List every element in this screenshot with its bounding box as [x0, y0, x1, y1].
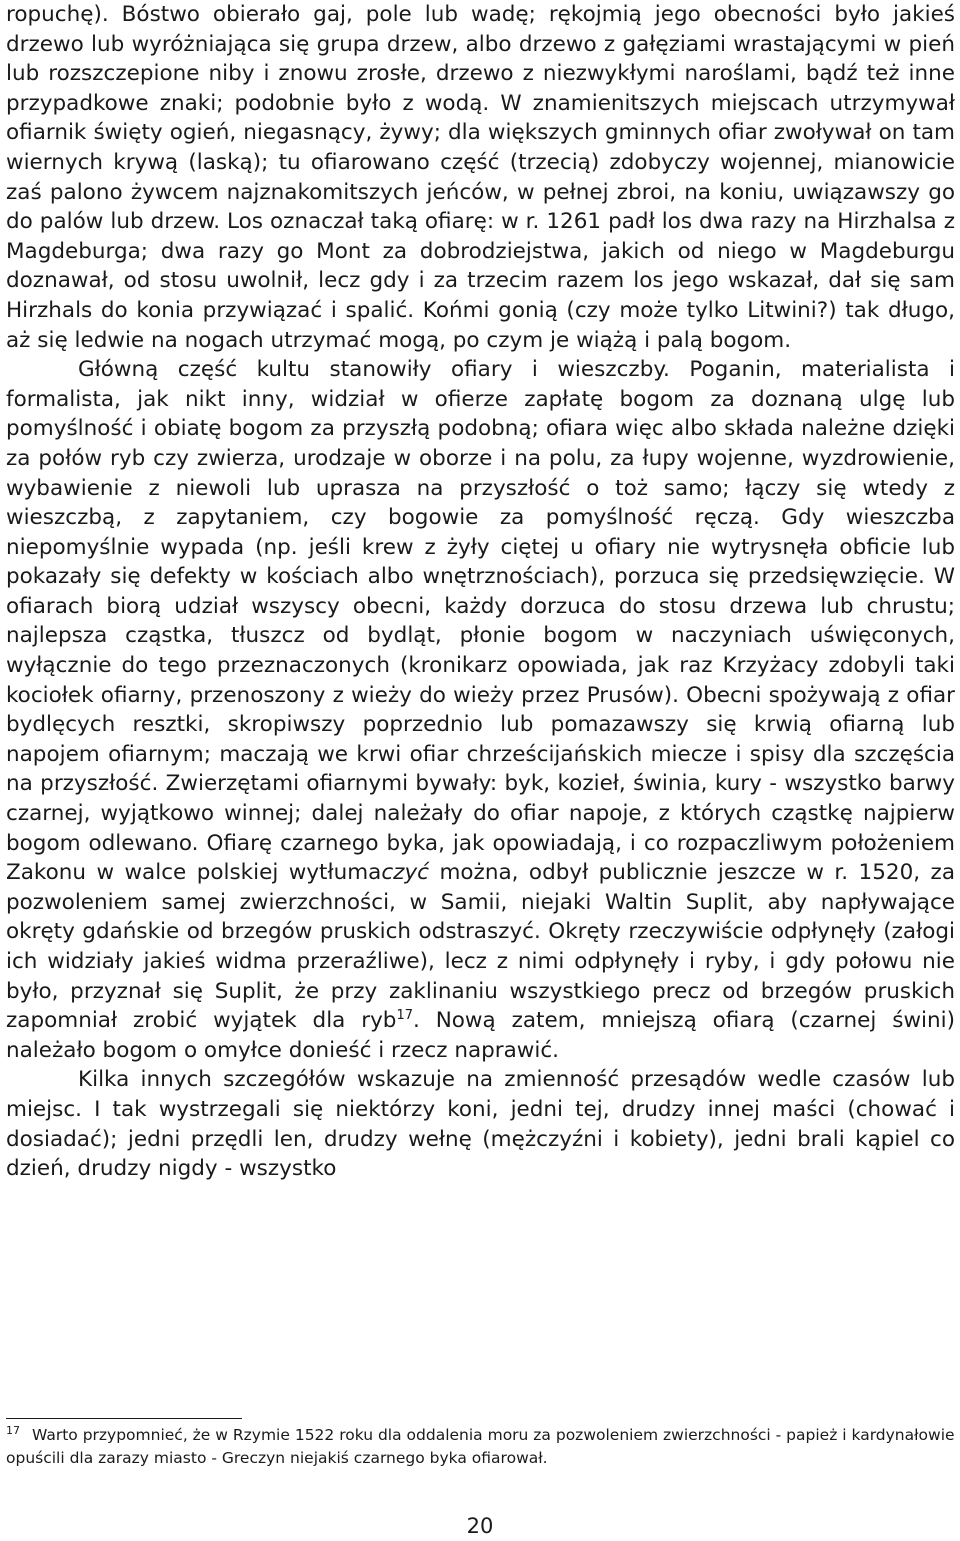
footnote	[6, 1424, 955, 1470]
footnote-number: 17	[6, 1423, 20, 1437]
footnote-text: Warto przypomnieć, że w Rzymie 1522 roku dla oddalenia moru za pozwoleniem zwierzchności - papież i kardynałowie opuścili dla zarazy miasto - Greczyn niejakiś czarnego byka ofiarował.	[6, 1426, 955, 1467]
footnote-reference[interactable]: 17	[396, 1008, 413, 1024]
paragraph-1: ropuchę). Bóstwo obierało gaj, pole lub wadę; rękojmią jego obecności było jakieś drzewo lub wyróżniająca się grupa drzew, albo drzewo z gałęziami wrastającymi w pień lub rozszczepione niby i znowu zrosłe, drzewo z niezwykłymi naroślami, bądź też inne przypadkowe znaki; podobnie było z wodą. W znamienitszych miejscach utrzymywał ofiarnik święty ogień, niegasnący, żywy; dla większych gminnych ofiar zwoływał on tam wiernych krywą (laską); tu ofiarowano część (trzecią) zdobyczy wojennej, mianowicie zaś palono żywcem najznakomitszych jeńców, w pełnej zbroi, na koniu, uwiązawszy go do palów lub drzew. Los oznaczał taką ofiarę: w r. 1261 padł los dwa razy na Hirzhalsa z Magdeburga; dwa razy go Mont za dobrodziejstwa, jakich od niego w Magdeburgu doznawał, od stosu uwolnił, lecz gdy i za trzecim razem los jego wskazał, dał się sam Hirzhals do konia przywiązać i spalić. Końmi gonią (czy może tylko Litwini?) tak długo, aż się ledwie na nogach utrzymać mogą, po czym je wiążą i palą bogom.	[6, 2, 955, 353]
paragraph-2-text-b: można, odbył publicznie jeszcze w r. 1520, za pozwoleniem samej zwierzchności, w Samii, niejaki Waltin Suplit, aby napływające okręty gdańskie od brzegów pruskich odstraszyć. Okręty rzeczywiście odpłynęły (załogi ich widziały jakieś widma przeraźliwe), lecz z nimi odpłynęły i ryby, i gdy połowu nie było, przyznał się Suplit, że przy zaklinaniu wszystkiego precz od brzegów pruskich zapomniał zrobić wyjątek dla ryb	[6, 860, 955, 1034]
paragraph-2-text-c: . Nową zatem, mniejszą ofiarą (czarnej świni) należało bogom o omyłce donieść i rzecz naprawić.	[6, 1008, 955, 1063]
paragraph-2-text-a: Główną część kultu stanowiły ofiary i wieszczby. Poganin, materialista i formalista, jak nikt inny, widział w ofierze zapłatę bogom za doznaną ulgę lub pomyślność i obiatę bogom za przyszłą podobną; ofiara więc albo składa należne dzięki za połów ryb czy zwierza, urodzaje w oborze i na polu, za łupy wojenne, wyzdrowienie, wybawienie z niewoli lub uprasza na przyszłość o toż samo; łączy się wtedy z wieszczbą, z zapytaniem, czy bogowie za pomyślność ręczą. Gdy wieszczba niepomyślnie wypada (np. jeśli krew z żyły ciętej u ofiary nie wytrysnęła obficie lub pokazały się defekty w kościach albo wnętrznościach), porzuca się przedsięwzięcie. W ofiarach biorą udział wszyscy obecni, każdy dorzuca do stosu drzewa lub chrustu; najlepsza cząstka, tłuszcz od bydląt, płonie bogom w naczyniach uświęconych, wyłącznie do tego przeznaczonych (kronikarz opowiada, jak raz Krzyżacy zdobyli taki kociołek ofiarny, przenoszony z wieży do wieży przez Prusów). Obecni spożywają z ofiar bydlęcych resztki, skropiwszy poprzednio lub pomazawszy się krwią ofiarną lub napojem ofiarnym; maczają we krwi ofiar chrześcijańskich miecze i spisy dla szczęścia na przyszłość. Zwierzętami ofiarnymi bywały: byk, kozieł, świnia, kury - wszystko barwy czarnej, wyjątkowo winnej; dalej należały do ofiar napoje, z których cząstkę najpierw bogom odlewano. Ofiarę czarnego byka, jak opowiadają, i co rozpaczliwym położeniem Zakonu w walce polskiej wytłuma	[6, 357, 955, 886]
page-number: 20	[466, 1514, 494, 1538]
footnote-divider	[6, 1418, 242, 1419]
main-text	[6, 0, 955, 1184]
paragraph-3: Kilka innych szczegółów wskazuje na zmienność przesądów wedle czasów lub miejsc. I tak wystrzegali się niektórzy koni, jedni tej, drudzy innej maści (chować i dosiadać); jedni przędli len, drudzy wełnę (mężczyźni i kobiety), jedni brali kąpiel co dzień, drudzy nigdy - wszystko	[6, 1067, 955, 1182]
italic-fragment: czyć	[381, 860, 429, 886]
paragraph-2	[6, 355, 955, 1065]
